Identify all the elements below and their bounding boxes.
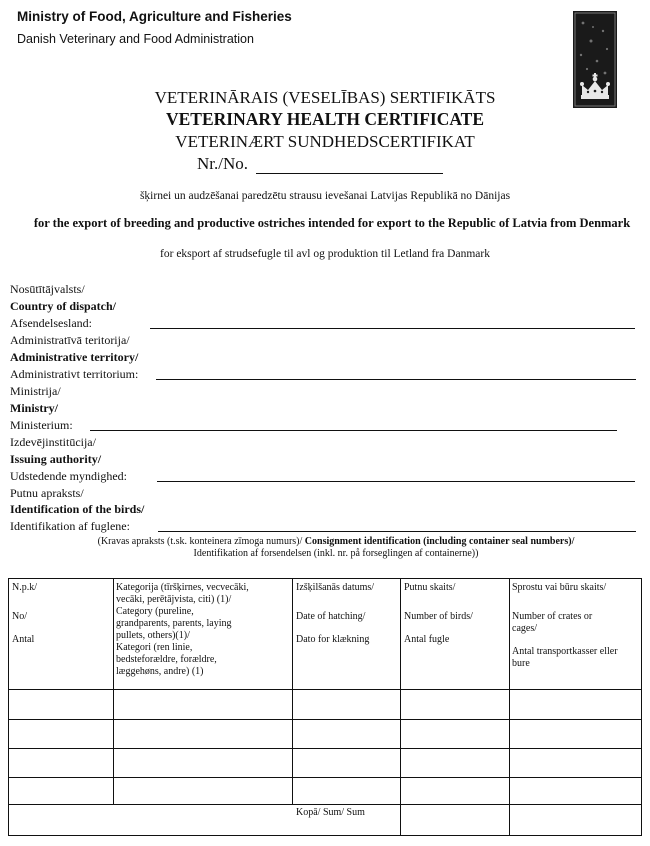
col2-line: Category (pureline, xyxy=(116,606,194,617)
purpose-latvian: šķirnei un audzēšanai paredzētu strausu ievešanai Latvijas Republikā no Dānijas xyxy=(139,190,511,202)
col2-line: pullets, others)(1)/ xyxy=(116,630,190,641)
purpose-english: for the export of breeding and productive ostriches intended for export to the Republic of Latvia from Denmark xyxy=(33,216,631,230)
col3-line: Dato for klækning xyxy=(296,634,370,645)
col4-line: Putnu skaits/ xyxy=(404,582,456,593)
territory-field-line xyxy=(156,379,636,380)
total-row-label: Kopā/ Sum/ Sum xyxy=(296,807,365,818)
consignment-note-lv: (Kravas apraksts (t.sk. konteinera zīmoga numurs)/ xyxy=(97,536,303,547)
col2-line: Kategorija (tīršķirnes, vecvecāki, xyxy=(116,582,249,593)
territory-label-dk: Administrativt territorium: xyxy=(10,367,139,381)
birds-label-dk: Identifikation af fuglene: xyxy=(10,519,130,533)
col1-line: No/ xyxy=(12,611,27,622)
authority-field-line xyxy=(157,481,635,482)
column-header-category xyxy=(116,582,290,678)
consignment-note xyxy=(36,536,636,560)
col2-line: Kategori (ren linie, xyxy=(116,642,193,653)
col2-line: vecāki, perētājvista, citi) (1)/ xyxy=(116,594,232,605)
consignment-note-en: Consignment identification (including container seal numbers)/ xyxy=(304,536,575,547)
title-english: VETERINARY HEALTH CERTIFICATE xyxy=(165,109,485,129)
dispatch-field-line xyxy=(150,328,635,329)
authority-label-dk: Udstedende myndighed: xyxy=(10,469,127,483)
ministry-label-dk: Ministerium: xyxy=(10,418,73,432)
col5-line: Sprostu vai būru skaits/ xyxy=(512,582,607,593)
administration-name: Danish Veterinary and Food Administration xyxy=(17,32,254,46)
title-danish: VETERINÆRT SUNDHEDSCERTIFIKAT xyxy=(175,132,475,151)
column-header-hatching-date xyxy=(296,582,400,646)
birds-label-lv: Putnu apraksts/ xyxy=(10,486,84,500)
birds-label-en: Identification of the birds/ xyxy=(10,502,145,516)
col2-line: læggehøns, andre) (1) xyxy=(116,666,204,677)
ministry-label-lv: Ministrija/ xyxy=(10,384,61,398)
column-header-crates xyxy=(512,582,640,670)
dispatch-label-en: Country of dispatch/ xyxy=(10,299,117,313)
ministry-field-line xyxy=(90,430,617,431)
col4-line: Number of birds/ xyxy=(404,611,473,622)
consignment-note-dk: Identifikation af forsendelsen (inkl. nr. på forseglingen af containerne)) xyxy=(193,548,479,559)
col3-line: Date of hatching/ xyxy=(296,611,366,622)
column-header-number-of-birds xyxy=(404,582,508,646)
ministry-name: Ministry of Food, Agriculture and Fisheries xyxy=(17,9,292,24)
col5-line: Antal transportkasser eller xyxy=(512,646,618,657)
purpose-danish: for eksport af strudsefugle til avl og produktion til Letland fra Danmark xyxy=(160,248,490,260)
col2-line: grandparents, parents, laying xyxy=(116,618,232,629)
birds-field-line xyxy=(158,531,636,532)
col5-line: cages/ xyxy=(512,623,537,634)
territory-label-lv: Administratīvā teritorija/ xyxy=(10,333,130,347)
authority-label-lv: Izdevējinstitūcija/ xyxy=(10,435,96,449)
col3-line: Izšķilšanās datums/ xyxy=(296,582,375,593)
title-latvian: VETERINĀRAIS (VESELĪBAS) SERTIFIKĀTS xyxy=(154,88,496,107)
col1-line: N.p.k/ xyxy=(12,582,37,593)
dispatch-label-dk: Afsendelsesland: xyxy=(10,316,92,330)
col1-line: Antal xyxy=(12,634,35,645)
col5-line: bure xyxy=(512,658,530,669)
territory-label-en: Administrative territory/ xyxy=(10,350,139,364)
col4-line: Antal fugle xyxy=(404,634,450,645)
col2-line: bedsteforældre, forældre, xyxy=(116,654,217,665)
certificate-number-line xyxy=(256,173,443,174)
authority-label-en: Issuing authority/ xyxy=(10,452,102,466)
col5-line: Number of crates or xyxy=(512,611,593,622)
dispatch-label-lv: Nosūtītājvalsts/ xyxy=(10,282,85,296)
ministry-label-en: Ministry/ xyxy=(10,401,58,415)
certificate-number-label: Nr./No. xyxy=(197,154,248,173)
column-header-number xyxy=(12,582,102,646)
